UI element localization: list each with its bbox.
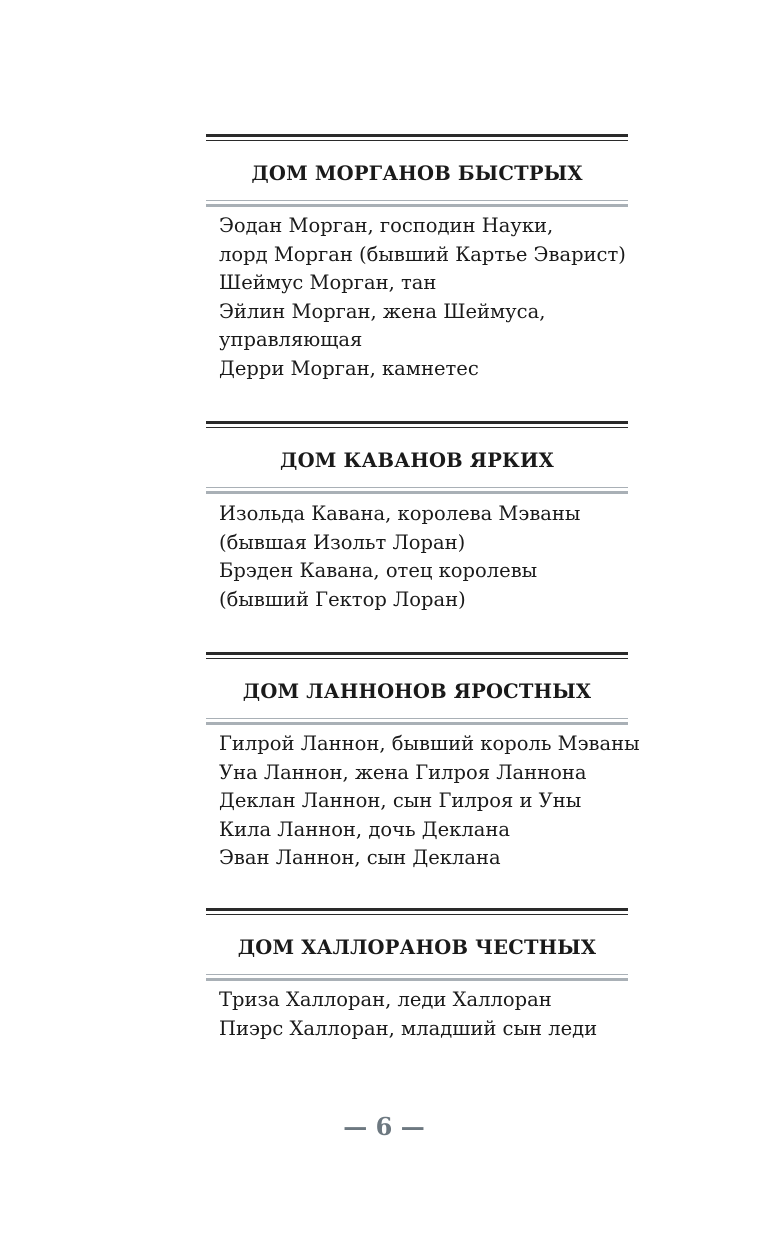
member-line: Эодан Морган, господин Науки, [219, 214, 554, 237]
member-line: Пиэрс Халлоран, младший сын леди [219, 1016, 598, 1040]
house-members-morgan [219, 212, 679, 384]
rule-bottom-thin [206, 487, 628, 488]
member-line: Эйлин Морган, жена Шеймуса, [219, 299, 546, 323]
house-members-halloran [219, 986, 679, 1043]
member-line: лорд Морган (бывший Картье Эварист) [219, 242, 626, 266]
member-line: Кила Ланнон, дочь Деклана [219, 817, 510, 841]
member-line: (бывший Гектор Лоран) [219, 587, 466, 611]
member-line: Брэден Кавана, отец королевы [219, 559, 538, 583]
rule-top [206, 908, 628, 911]
member-line: Гилрой Ланнон, бывший король Мэваны [219, 732, 640, 755]
member-line: Эван Ланнон, сын Деклана [219, 846, 501, 870]
house-title: ДОМ ХАЛЛОРАНОВ ЧЕСТНЫХ [237, 936, 597, 959]
member-line: управляющая [219, 328, 363, 352]
page-number: — 6 — [343, 1112, 425, 1141]
house-header-kavana [206, 421, 628, 494]
rule-bottom [206, 204, 628, 207]
rule-top [206, 652, 628, 655]
house-members-lannon [219, 730, 679, 873]
rule-bottom [206, 978, 628, 981]
house-title: ДОМ КАВАНОВ ЯРКИХ [280, 449, 554, 472]
house-header-lannon [206, 652, 628, 725]
rule-top-thin [206, 140, 628, 141]
member-line: Уна Ланнон, жена Гилроя Ланнона [219, 760, 587, 784]
member-line: (бывшая Изольт Лоран) [219, 530, 466, 554]
rule-bottom [206, 722, 628, 725]
house-title: ДОМ ЛАННОНОВ ЯРОСТНЫХ [242, 680, 592, 703]
rule-top-thin [206, 427, 628, 428]
member-line: Изольда Кавана, королева Мэваны [219, 502, 581, 525]
rule-bottom-thin [206, 718, 628, 719]
rule-top-thin [206, 914, 628, 915]
member-line: Деклан Ланнон, сын Гилроя и Уны [219, 789, 582, 813]
member-line: Триза Халлоран, леди Халлоран [219, 988, 552, 1011]
rule-bottom [206, 491, 628, 494]
house-header-halloran [206, 908, 628, 981]
rule-bottom-thin [206, 974, 628, 975]
rule-top [206, 421, 628, 424]
member-line: Дерри Морган, камнетес [219, 356, 479, 380]
house-members-kavana [219, 500, 679, 614]
house-header-morgan [206, 134, 628, 207]
house-title: ДОМ МОРГАНОВ БЫСТРЫХ [251, 162, 583, 185]
member-line: Шеймус Морган, тан [219, 271, 437, 295]
rule-top-thin [206, 658, 628, 659]
rule-top [206, 134, 628, 137]
rule-bottom-thin [206, 200, 628, 201]
